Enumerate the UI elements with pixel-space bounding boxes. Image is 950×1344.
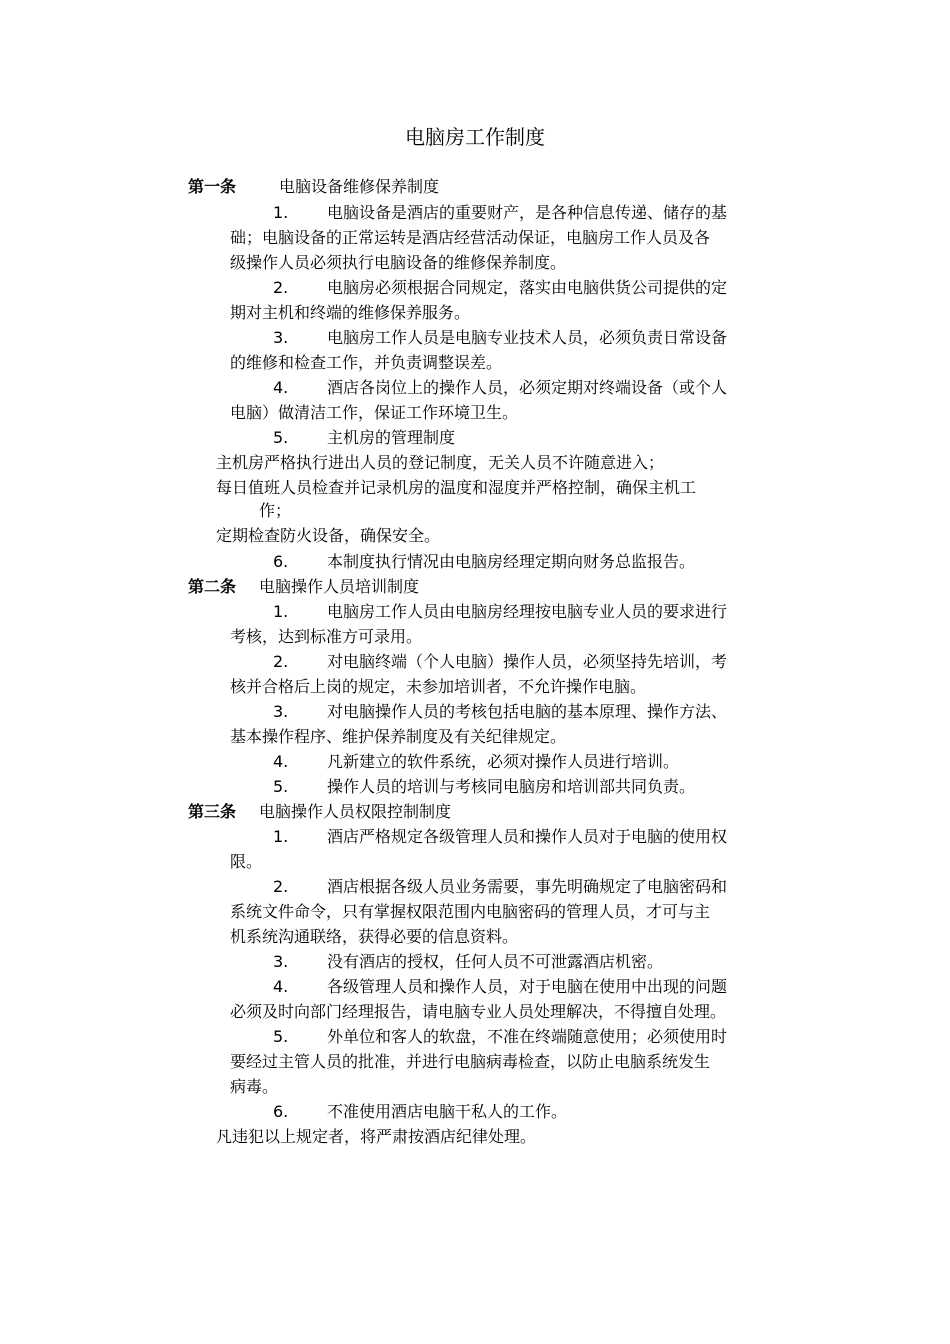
article-1-item-3-number: 3. [273,328,289,347]
article-1-item-5-subline: 主机房严格执行进出人员的登记制度，无关人员不许随意进入； [216,453,665,472]
document-title: 电脑房工作制度 [405,125,545,149]
article-2-item-1-line: 考核，达到标准方可录用。 [230,627,423,646]
article-1-item-2-number: 2. [273,278,289,297]
article-3-item-3-number: 3. [273,952,289,971]
article-3-item-1-line: 酒店严格规定各级管理人员和操作人员对于电脑的使用权 [327,827,728,846]
article-3-heading: 电脑操作人员权限控制制度 [259,802,452,821]
article-1-item-6-line: 本制度执行情况由电脑房经理定期向财务总监报告。 [327,552,696,571]
article-1-item-1-line: 础；电脑设备的正常运转是酒店经营活动保证，电脑房工作人员及各 [230,228,711,247]
article-3-item-2-line: 酒店根据各级人员业务需要，事先明确规定了电脑密码和 [327,877,728,896]
article-3-item-4-line: 各级管理人员和操作人员，对于电脑在使用中出现的问题 [327,977,728,996]
article-3-item-4-line: 必须及时向部门经理报告，请电脑专业人员处理解决，不得擅自处理。 [230,1002,727,1021]
article-1-label: 第一条 [188,177,237,196]
article-1-item-6-number: 6. [273,552,289,571]
article-3-item-5-line: 要经过主管人员的批准，并进行电脑病毒检查，以防止电脑系统发生 [230,1052,711,1071]
article-1-item-1-number: 1. [273,203,289,222]
article-3-item-3-line: 没有酒店的授权，任何人员不可泄露酒店机密。 [327,952,664,971]
article-3-item-4-number: 4. [273,977,289,996]
article-3-item-2-line: 机系统沟通联络，获得必要的信息资料。 [230,927,519,946]
article-3-item-6-line: 不准使用酒店电脑干私人的工作。 [327,1102,568,1121]
article-2-item-4-line: 凡新建立的软件系统，必须对操作人员进行培训。 [327,752,680,771]
article-1-item-5-subline: 定期检查防火设备，确保安全。 [216,526,441,545]
article-2-label: 第二条 [188,577,237,596]
article-3-item-5-line: 外单位和客人的软盘，不准在终端随意使用；必须使用时 [327,1027,728,1046]
article-1-item-2-line: 期对主机和终端的维修保养服务。 [230,303,471,322]
article-3-item-1-line: 限。 [230,852,263,871]
article-2-item-4-number: 4. [273,752,289,771]
article-3-item-2-line: 系统文件命令，只有掌握权限范围内电脑密码的管理人员，才可与主 [230,902,711,921]
article-1-item-1-line: 级操作人员必须执行电脑设备的维修保养制度。 [230,253,567,272]
article-1-item-3-line: 电脑房工作人员是电脑专业技术人员，必须负责日常设备 [327,328,728,347]
article-1-item-1-line: 电脑设备是酒店的重要财产，是各种信息传递、储存的基 [327,203,728,222]
article-2-item-3-number: 3. [273,702,289,721]
article-1-item-5-line: 主机房的管理制度 [327,428,456,447]
article-1-item-5-subline: 作； [259,501,292,520]
article-3-item-6-number: 6. [273,1102,289,1121]
article-1-item-4-line: 电脑）做清洁工作，保证工作环境卫生。 [230,403,519,422]
article-1-item-2-line: 电脑房必须根据合同规定，落实由电脑供货公司提供的定 [327,278,728,297]
article-2-item-1-number: 1. [273,602,289,621]
article-2-item-3-line: 基本操作程序、维护保养制度及有关纪律规定。 [230,727,567,746]
article-2-item-2-number: 2. [273,652,289,671]
article-1-item-3-line: 的维修和检查工作，并负责调整误差。 [230,353,503,372]
article-2-item-2-line: 对电脑终端（个人电脑）操作人员，必须坚持先培训，考 [327,652,728,671]
article-2-item-1-line: 电脑房工作人员由电脑房经理按电脑专业人员的要求进行 [327,602,728,621]
article-2-heading: 电脑操作人员培训制度 [259,577,420,596]
article-2-item-5-line: 操作人员的培训与考核同电脑房和培训部共同负责。 [327,777,696,796]
closing-statement: 凡违犯以上规定者，将严肃按酒店纪律处理。 [216,1127,537,1146]
article-1-item-4-number: 4. [273,378,289,397]
article-3-item-2-number: 2. [273,877,289,896]
article-1-item-5-number: 5. [273,428,289,447]
article-2-item-3-line: 对电脑操作人员的考核包括电脑的基本原理、操作方法、 [327,702,728,721]
article-1-heading: 电脑设备维修保养制度 [279,177,440,196]
article-3-item-5-line: 病毒。 [230,1077,279,1096]
article-3-label: 第三条 [188,802,237,821]
article-3-item-1-number: 1. [273,827,289,846]
article-3-item-5-number: 5. [273,1027,289,1046]
article-2-item-5-number: 5. [273,777,289,796]
article-1-item-5-subline: 每日值班人员检查并记录机房的温度和湿度并严格控制，确保主机工 [216,478,697,497]
article-2-item-2-line: 核并合格后上岗的规定，未参加培训者，不允许操作电脑。 [230,677,647,696]
article-1-item-4-line: 酒店各岗位上的操作人员，必须定期对终端设备（或个人 [327,378,728,397]
